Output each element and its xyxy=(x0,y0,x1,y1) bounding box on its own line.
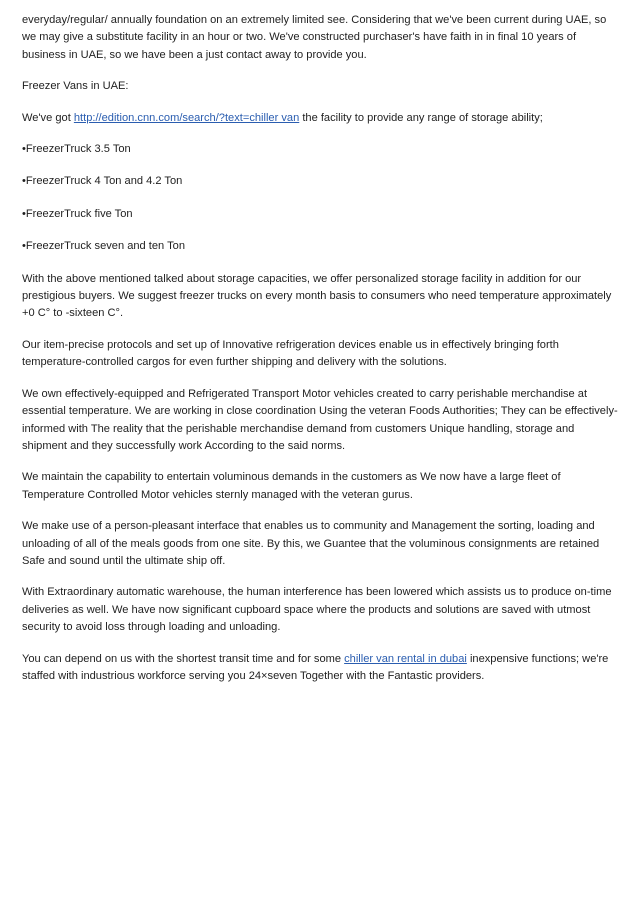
chiller-van-rental-link[interactable]: chiller van rental in dubai xyxy=(344,652,467,665)
bullet-text: FreezerTruck seven and ten Ton xyxy=(25,240,185,253)
paragraph-interface: We make use of a person-pleasant interface that enables us to community and Management the sorting, loading and unloading of all of the meals goods from one site. By this, we Guantee that the voluminous consignments are retained Safe and sound until the ultimate ship off. xyxy=(22,520,600,567)
bullet-item xyxy=(22,141,618,158)
paragraph-capacities: With the above mentioned talked about storage capacities, we offer personalized storage facility in addition for our prestigious buyers. We suggest freezer trucks on every month basis to consumers who need temperature approximately +0 C° to -sixteen C°. xyxy=(22,272,612,320)
paragraph-warehouse: With Extraordinary automatic warehouse, the human interference has been lowered which assists us to produce on-time deliveries as well. We have now significant cupboard space where the products and solutions are saved with utmost security to avoid loss through loading and unloading. xyxy=(22,586,612,634)
paragraph-closing xyxy=(22,651,618,686)
section-heading: Freezer Vans in UAE: xyxy=(22,80,129,93)
text-segment: You can depend on us with the shortest transit time and for some xyxy=(22,652,345,665)
text-segment: We've got xyxy=(22,111,74,124)
bullet-item xyxy=(22,173,618,190)
bullet-item xyxy=(22,238,618,255)
bullet-marker: • xyxy=(22,240,26,253)
bullet-marker: • xyxy=(22,143,26,156)
cnn-search-link[interactable]: http://edition.cnn.com/search/?text=chiller van xyxy=(73,111,300,124)
bullet-item xyxy=(22,206,618,223)
text-segment: inexpensive functions; we're staffed with industrious workforce serving you 24×seven Together with the Fantastic providers. xyxy=(22,652,609,682)
text-segment: the facility to provide any range of storage ability; xyxy=(299,111,543,124)
paragraph-protocols: Our item-precise protocols and set up of Innovative refrigeration devices enable us in effectively bringing forth temperature-controlled cargos for even further shipping and delivery with the solutions. xyxy=(22,338,559,369)
bullet-marker: • xyxy=(22,175,26,188)
bullet-marker: • xyxy=(22,207,26,220)
paragraph-vehicles: We own effectively-equipped and Refrigerated Transport Motor vehicles created to carry perishable merchandise at essential temperature. We are working in close coordination Using the veteran Foods Authorities; They can be effectively-informed with The reality that the perishable merchandise demand from customers Unique handling, storage and shipment and they successfully work According to the said norms. xyxy=(22,387,618,452)
bullet-text: FreezerTruck 3.5 Ton xyxy=(25,143,131,156)
bullet-text: FreezerTruck five Ton xyxy=(25,207,133,220)
paragraph-storage-link xyxy=(22,110,618,127)
paragraph-fleet: We maintain the capability to entertain voluminous demands in the customers as We now have a large fleet of Temperature Controlled Motor vehicles sternly managed with the veteran gurus. xyxy=(22,471,561,501)
bullet-text: FreezerTruck 4 Ton and 4.2 Ton xyxy=(25,175,183,188)
paragraph-intro: everyday/regular/ annually foundation on an extremely limited see. Considering that we've been current during UAE, so we may give a substitute facility in an hour or two. We've constructed purchaser's have faith in in final 10 years of business in UAE, so we have been a just contact away to provide you. xyxy=(22,14,607,61)
